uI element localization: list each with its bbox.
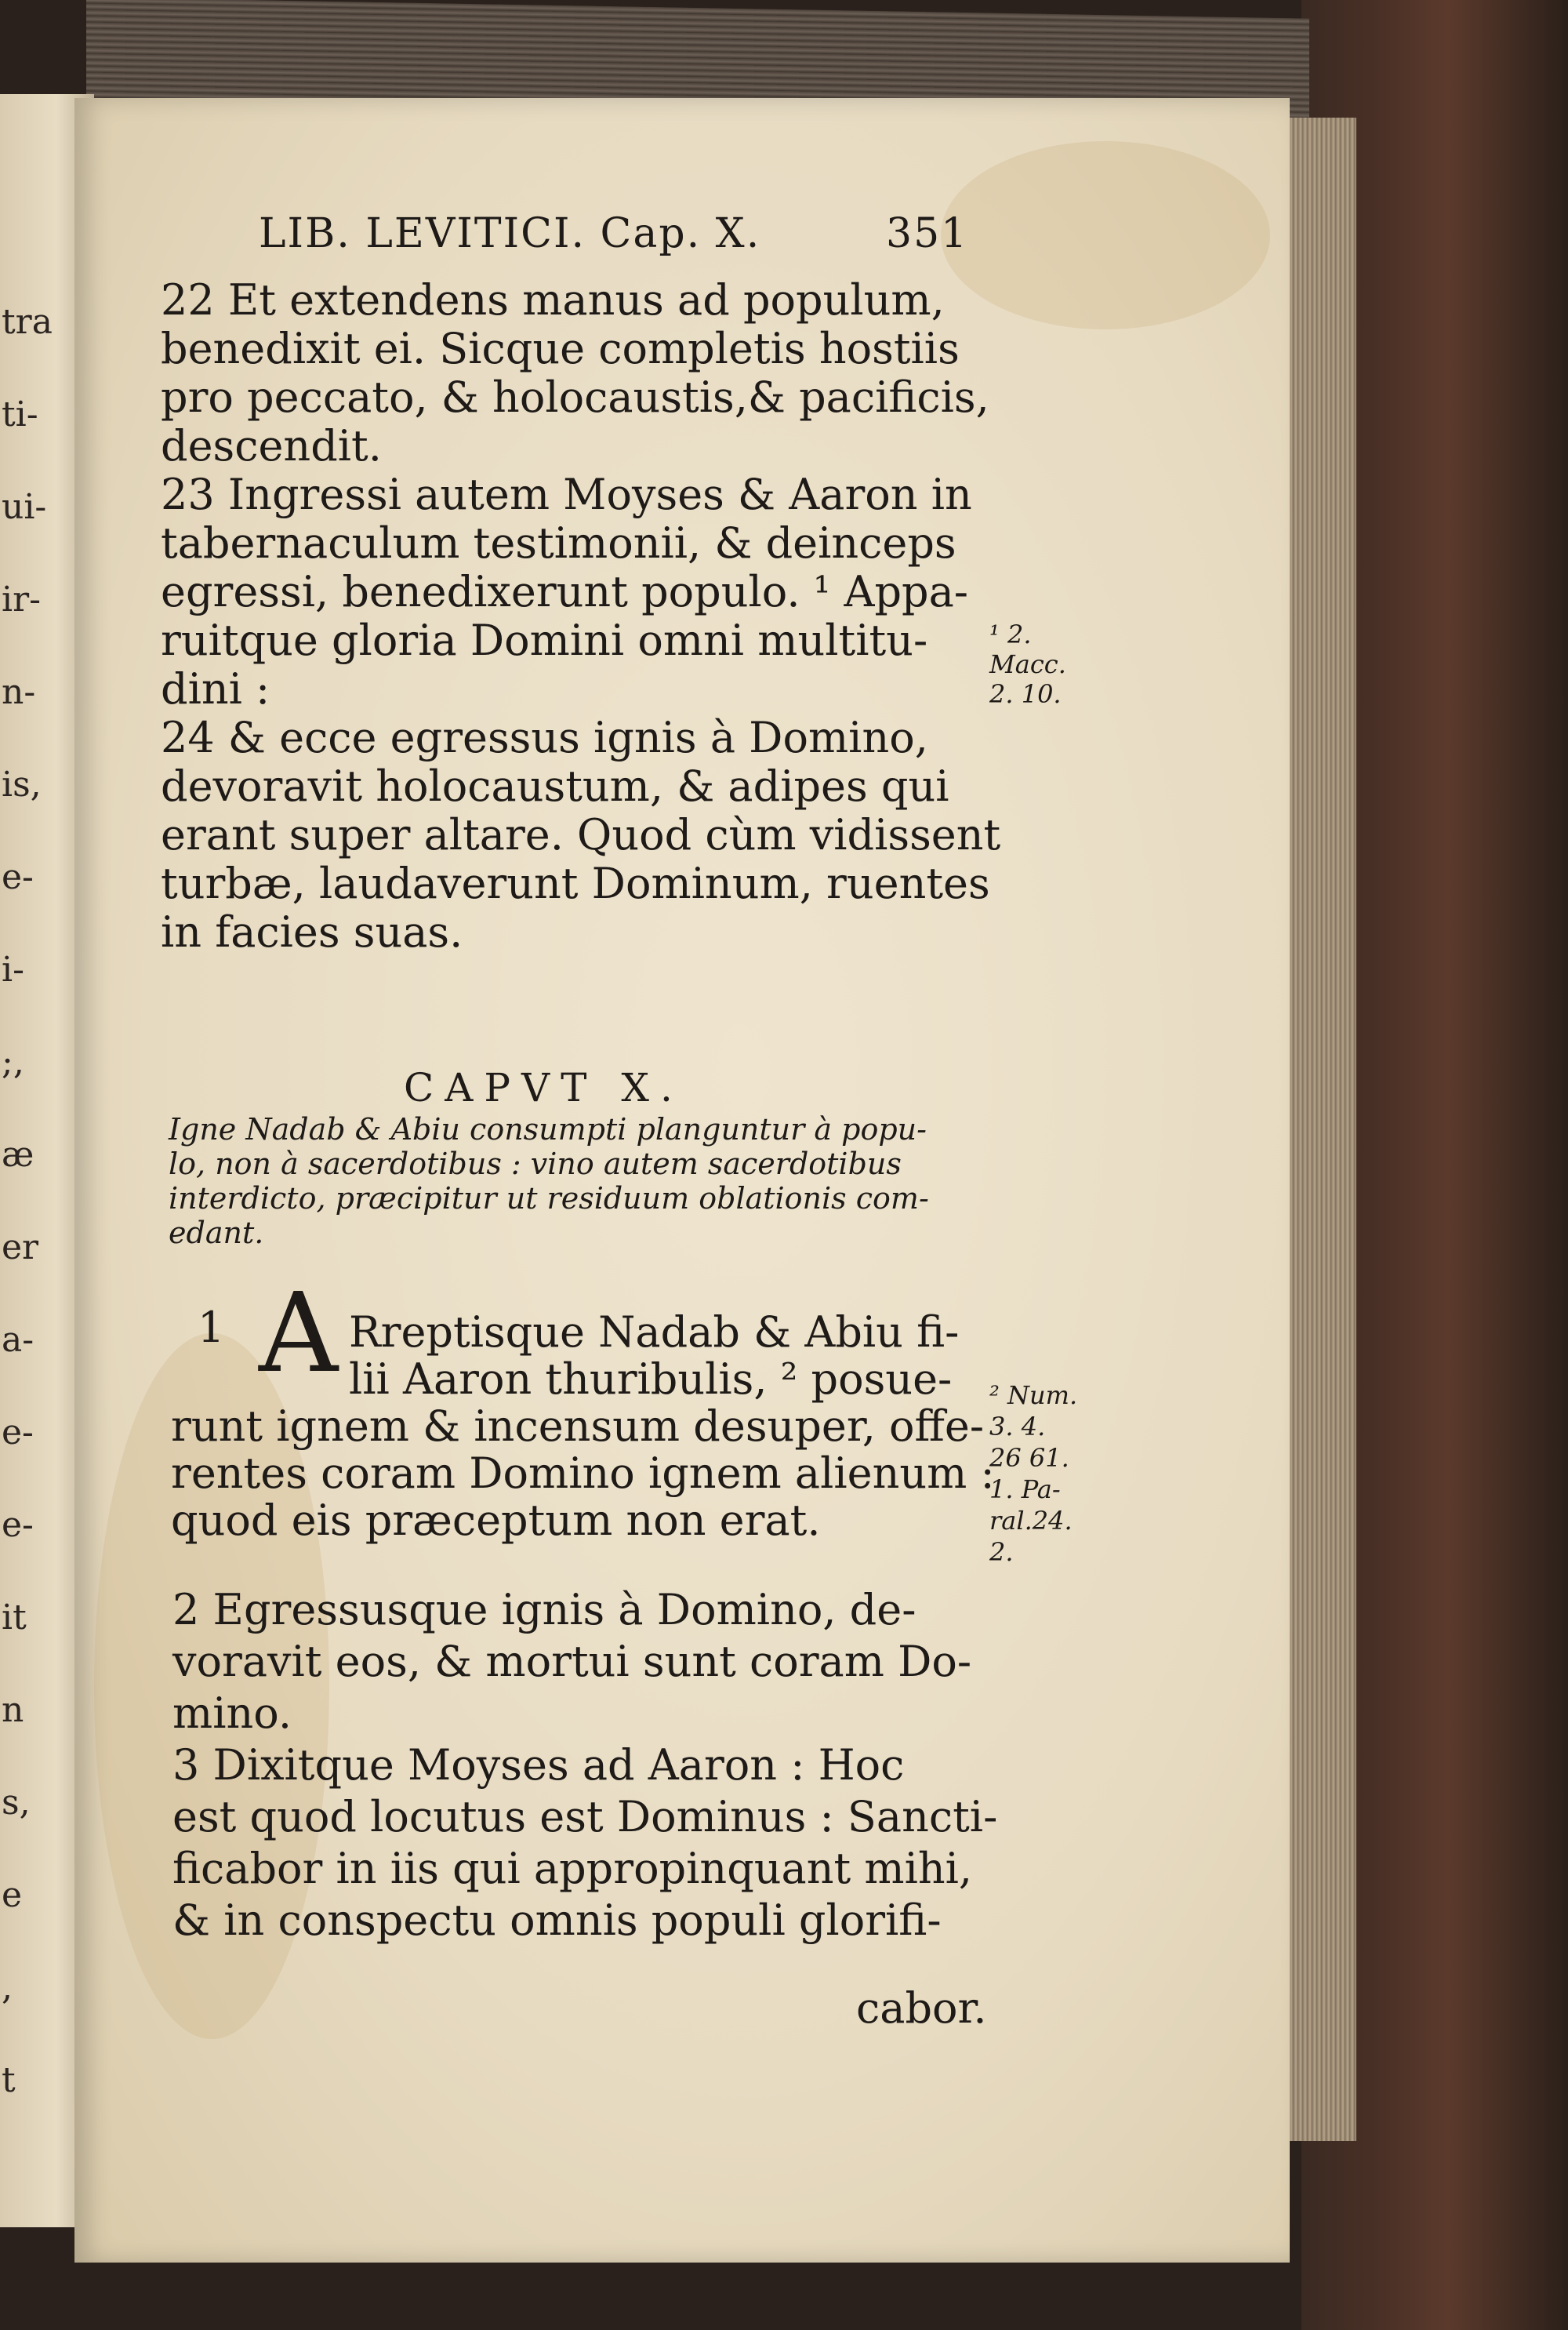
left-page-fragment: e: [2, 1875, 23, 1915]
left-page-fragment: ,: [2, 1968, 13, 2008]
chapter-heading: CAPVT X.: [404, 1065, 684, 1110]
summary-line: lo, non à sacerdotibus : vino autem sacerdotibus: [169, 1147, 902, 1181]
page-number: 351: [886, 210, 969, 257]
text-line: ficabor in iis qui appropinquant mihi,: [172, 1844, 973, 1893]
left-page-fragment: æ: [2, 1135, 34, 1175]
verse-line: runt ignem & incensum desuper, offe-: [171, 1401, 985, 1451]
text-line: devoravit holocaustum, & adipes qui: [161, 762, 949, 811]
summary-line: interdicto, præcipitur ut residuum oblationis com-: [169, 1181, 929, 1216]
text-line: voravit eos, & mortui sunt coram Do-: [172, 1637, 972, 1686]
left-page-fragment: n-: [2, 672, 36, 712]
verse-line: Rreptisque Nadab & Abiu fi-: [349, 1307, 960, 1357]
text-line: in facies suas.: [161, 907, 463, 957]
verse-line: lii Aaron thuribulis, ² posue-: [349, 1354, 953, 1404]
margin-note-line: ¹ 2.: [989, 620, 1032, 649]
margin-note-line: 26 61.: [989, 1443, 1069, 1473]
left-page-fragment: n: [2, 1690, 24, 1730]
text-line: & in conspectu omnis populi glorifi-: [172, 1896, 942, 1945]
text-line: 24 & ecce egressus ignis à Domino,: [161, 713, 928, 762]
left-page-fragment: e-: [2, 1412, 34, 1452]
text-line: dini :: [161, 664, 270, 714]
margin-note-line: ral.24.: [989, 1506, 1073, 1536]
left-page-fragment: i-: [2, 950, 24, 990]
text-line: turbæ, laudaverunt Dominum, ruentes: [161, 859, 990, 908]
text-line: ruitque gloria Domini omni multitu-: [161, 616, 928, 665]
left-page-fragment: e-: [2, 1505, 34, 1545]
text-line: benedixit ei. Sicque completis hostiis: [161, 324, 960, 373]
text-line: 3 Dixitque Moyses ad Aaron : Hoc: [172, 1740, 905, 1790]
margin-note-line: Macc.: [989, 649, 1066, 679]
text-line: 22 Et extendens manus ad populum,: [161, 275, 945, 325]
running-header: [259, 210, 969, 257]
text-line: tabernaculum testimonii, & deinceps: [161, 518, 956, 568]
margin-note-line: 2.: [989, 1537, 1014, 1567]
left-page-fragment: ui-: [2, 487, 47, 527]
text-line: pro peccato, & holocaustis,& pacificis,: [161, 373, 989, 422]
text-line: 2 Egressusque ignis à Domino, de-: [172, 1585, 916, 1634]
summary-line: edant.: [169, 1216, 264, 1250]
left-page-fragment: e-: [2, 857, 34, 897]
left-page-fragment: tra: [2, 302, 53, 342]
text-line: mino.: [172, 1688, 292, 1738]
text-line: 23 Ingressi autem Moyses & Aaron in: [161, 470, 972, 519]
left-page-fragment: t: [2, 2060, 16, 2100]
left-page-fragment: ;,: [2, 1042, 24, 1082]
verse1-number: 1: [198, 1303, 225, 1352]
header-title: LIB. LEVITICI. Cap. X.: [259, 210, 761, 257]
left-page-fragment: ir-: [2, 580, 41, 620]
margin-note-line: 1. Pa-: [989, 1474, 1061, 1504]
text-line: erant super altare. Quod cùm vidissent: [161, 810, 1001, 860]
left-page-fragment: is,: [2, 765, 42, 805]
text-line: est quod locutus est Dominus : Sancti-: [172, 1792, 998, 1841]
margin-note-line: 2. 10.: [989, 679, 1062, 709]
left-page-fragment: a-: [2, 1320, 34, 1360]
margin-note-line: ² Num.: [989, 1380, 1078, 1410]
drop-cap: A: [259, 1270, 339, 1398]
left-page-fragment: it: [2, 1598, 27, 1638]
text-line: egressi, benedixerunt populo. ¹ Appa-: [161, 567, 969, 616]
margin-note-line: 3. 4.: [989, 1412, 1046, 1441]
catchword: cabor.: [856, 1983, 987, 2033]
left-page-fragment: s,: [2, 1783, 31, 1823]
left-page-fragment: ti-: [2, 394, 38, 434]
verse-line: rentes coram Domino ignem alienum :: [171, 1449, 995, 1498]
text-line: descendit.: [161, 421, 382, 471]
paper-stain: [941, 141, 1270, 329]
summary-line: Igne Nadab & Abiu consumpti planguntur à popu-: [169, 1112, 927, 1147]
left-page-fragment: er: [2, 1227, 39, 1267]
verse-line: quod eis præceptum non erat.: [171, 1496, 821, 1545]
